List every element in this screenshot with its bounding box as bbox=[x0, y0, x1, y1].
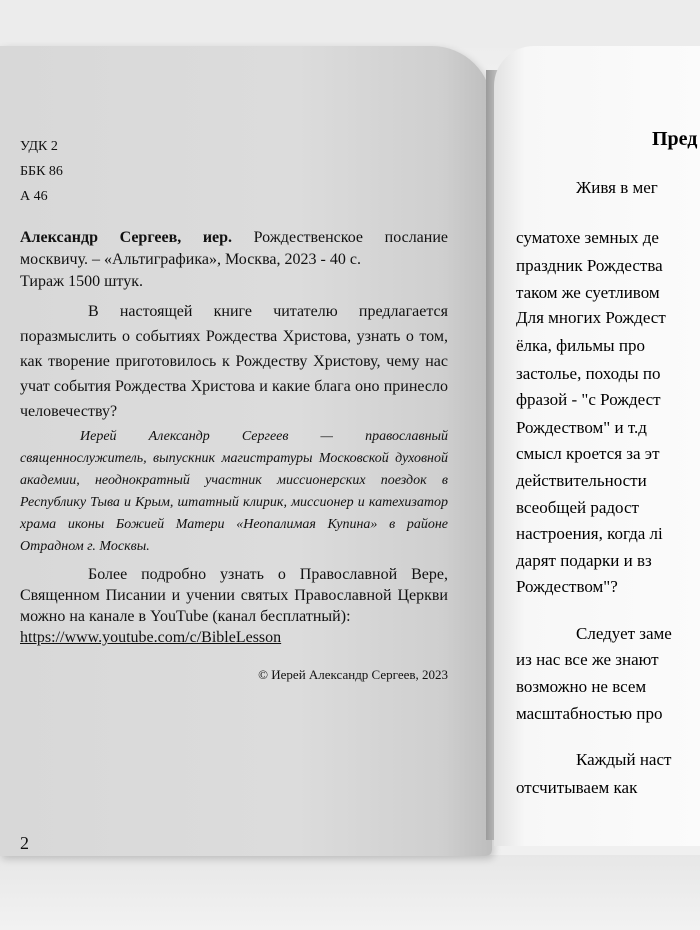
right-page-line: отсчитываем как bbox=[516, 778, 638, 797]
right-page bbox=[494, 46, 700, 846]
more-info: Более подробно узнать о Православной Вере, Священном Писании и учении святых Православной Церкви можно на канале в YouTube (канал бесплатный): bbox=[20, 566, 448, 625]
youtube-link[interactable]: https://www.youtube.com/c/BibleLesson bbox=[20, 629, 282, 646]
book-description: В настоящей книге читателю предлагается поразмыслить о событиях Рождества Христова, узнать о том, как творение приготовилось к Рождеству Христову, чему нас учат события Рождества Христова и какие блага оно принесло человечеству? bbox=[20, 303, 448, 420]
right-page-line: Следует заме bbox=[576, 624, 672, 643]
right-page-line: фразой - "с Рождест bbox=[516, 390, 661, 409]
right-page-line: Для многих Рождест bbox=[516, 308, 666, 327]
author-code: А 46 bbox=[20, 189, 48, 204]
right-page-line: дарят подарки и вз bbox=[516, 551, 652, 570]
right-page-line: Рождеством"? bbox=[516, 577, 618, 596]
right-page-line: застолье, походы по bbox=[516, 364, 661, 383]
left-page bbox=[0, 46, 492, 856]
bbk-code: ББК 86 bbox=[20, 164, 63, 179]
right-page-line: всеобщей радост bbox=[516, 498, 639, 517]
right-page-line: Рождеством" и т.д bbox=[516, 418, 647, 437]
right-page-line: ёлка, фильмы про bbox=[516, 336, 645, 355]
author-bio: Иерей Александр Сергеев — православный священнослужитель, выпускник магистратуры Московской духовной академии, неоднократный участник миссионерских поездок в Республику Тыва и Крым, штатный клирик, миссионер и катехизатор храма иконы Божией Матери «Неопалимая Купина» в районе Отрадном г. Москвы. bbox=[20, 429, 448, 554]
copyright: © Иерей Александр Сергеев, 2023 bbox=[258, 667, 448, 682]
right-page-line: смысл кроется за эт bbox=[516, 444, 660, 463]
right-page-line: из нас все же знают bbox=[516, 650, 659, 669]
right-page-line: суматохе земных де bbox=[516, 228, 659, 247]
left-page-text bbox=[20, 134, 448, 683]
background-surface bbox=[0, 0, 700, 48]
entry-author: Александр Сергеев, иер. bbox=[20, 229, 233, 246]
print-run: Тираж 1500 штук. bbox=[20, 273, 143, 290]
page-number: 2 bbox=[20, 833, 29, 853]
right-page-line: масштабностью про bbox=[516, 704, 663, 723]
udk-code: УДК 2 bbox=[20, 139, 58, 154]
table-surface bbox=[0, 855, 700, 930]
right-page-line: праздник Рождества bbox=[516, 256, 663, 275]
entry-details: Рождественское послание москвичу. – «Альтиграфика», Москва, 2023 - 40 с. bbox=[20, 229, 449, 268]
chapter-title: Пред bbox=[652, 128, 698, 150]
bibliographic-entry bbox=[20, 227, 448, 271]
right-page-line: возможно не всем bbox=[516, 677, 647, 696]
right-page-line: Живя в мег bbox=[576, 178, 658, 197]
right-page-line: таком же суетливом bbox=[516, 283, 660, 302]
right-page-line: настроения, когда лі bbox=[516, 524, 663, 543]
right-page-line: действительности bbox=[516, 471, 647, 490]
right-page-line: Каждый наст bbox=[576, 750, 672, 769]
